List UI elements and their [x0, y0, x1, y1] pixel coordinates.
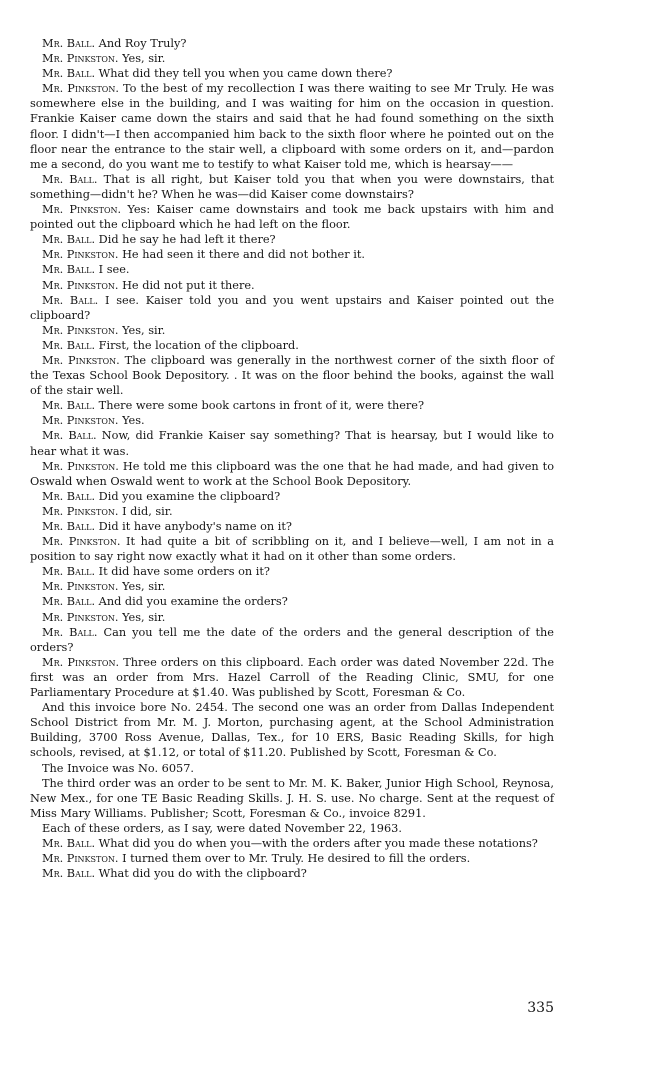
testimony-paragraph [30, 851, 554, 866]
paragraph-text: The Invoice was No. 6057. [42, 761, 195, 775]
speaker-label: Mr. Pinkston. [42, 655, 120, 669]
paragraph-text: The clipboard was generally in the northwest corner of the sixth floor of the Texas School Book Depository. . It was on the floor behind the books, against the wall of the stair well. [30, 353, 554, 398]
speaker-label: Mr. Pinkston. [42, 414, 119, 428]
paragraph-text: And this invoice bore No. 2454. The second one was an order from Dallas Independent School District from Mr. M. J. Morton, purchasing agent, at the School Administration Building, 3700 Ross Avenue, Dallas, Tex., for 10 ERS, Basic Reading Skills, for high schools, revised, at $1.12, or total of $11.20. Published by Scott, Foresman & Co. [30, 701, 554, 760]
speaker-label: Mr. Ball. [42, 233, 96, 247]
speaker-label: Mr. Ball. [42, 625, 98, 639]
testimony-paragraph [30, 459, 554, 489]
paragraph-text: Now, did Frankie Kaiser say something? That is hearsay, but I would like to hear what it was. [30, 429, 554, 458]
speaker-label: Mr. Ball. [42, 293, 99, 307]
paragraph-text: And did you examine the orders? [98, 595, 288, 609]
paragraph-text: To the best of my recollection I was there waiting to see Mr Truly. He was somewhere else in the building, and I was waiting for him on the occasion in question. Frankie Kaiser came down the stairs and said that he had found something on the sixth floor. I didn't—I then accompanied him back to the sixth floor where he pointed out on the floor near the entrance to the stair well, a clipboard with some orders on it, and—pardon me a second, do you want me to testify to what Kaiser told me, which is hearsay—— [30, 82, 555, 171]
paragraph-text: There were some book cartons in front of it, were there? [98, 399, 425, 413]
testimony-paragraph [30, 866, 554, 881]
testimony-paragraph [30, 761, 554, 776]
speaker-label: Mr. Pinkston. [42, 323, 119, 337]
testimony-paragraph [30, 51, 554, 66]
paragraph-text: Did you examine the clipboard? [98, 489, 281, 503]
speaker-label: Mr. Ball. [42, 263, 96, 277]
paragraph-text: Yes, sir. [122, 52, 166, 66]
paragraph-text: Yes, sir. [122, 323, 166, 337]
paragraph-text: Each of these orders, as I say, were dated November 22, 1963. [42, 821, 402, 835]
testimony-paragraph [30, 655, 554, 700]
paragraph-text: I did, sir. [122, 504, 173, 518]
paragraph-text: The third order was an order to be sent to Mr. M. K. Baker, Junior High School, Reynosa, New Mex., for one TE Basic Reading Skills. J. H. S. use. No charge. Sent at the request of Miss Mary Williams. Publisher; Scott, Foresman & Co., invoice 8291. [30, 776, 554, 820]
speaker-label: Mr. Ball. [42, 338, 96, 352]
speaker-label: Mr. Ball. [42, 867, 96, 881]
speaker-label: Mr. Pinkston. [42, 248, 119, 262]
paragraph-text: What did you do when you—with the orders after you made these notations? [98, 836, 538, 850]
testimony-paragraph [30, 353, 554, 398]
testimony-paragraph [30, 564, 554, 579]
testimony-paragraph [30, 821, 554, 836]
testimony-paragraph [30, 172, 554, 202]
paragraph-text: It did have some orders on it? [98, 565, 270, 579]
testimony-paragraph [30, 594, 554, 609]
testimony-paragraph [30, 202, 554, 232]
paragraph-text: Yes. [122, 414, 145, 428]
speaker-label: Mr. Pinkston. [42, 278, 119, 292]
speaker-label: Mr. Ball. [42, 399, 96, 413]
testimony-paragraph [30, 776, 554, 821]
paragraph-text: And Roy Truly? [98, 37, 187, 50]
testimony-paragraph [30, 610, 554, 625]
paragraph-text: He did not put it there. [122, 278, 255, 292]
speaker-label: Mr. Ball. [42, 37, 96, 50]
speaker-label: Mr. Ball. [42, 429, 97, 443]
paragraph-text: What did they tell you when you came down there? [98, 67, 393, 81]
speaker-label: Mr. Ball. [42, 836, 96, 850]
speaker-label: Mr. Pinkston. [42, 535, 121, 549]
testimony-paragraph [30, 338, 554, 353]
speaker-label: Mr. Pinkston. [42, 580, 119, 594]
speaker-label: Mr. Pinkston. [42, 610, 119, 624]
testimony-paragraph [30, 428, 554, 458]
speaker-label: Mr. Pinkston. [42, 82, 119, 96]
speaker-label: Mr. Pinkston. [42, 52, 119, 66]
testimony-paragraph [30, 836, 554, 851]
speaker-label: Mr. Pinkston. [42, 459, 119, 473]
paragraph-text: First, the location of the clipboard. [98, 338, 299, 352]
transcript-body [30, 36, 554, 881]
testimony-paragraph [30, 247, 554, 262]
paragraph-text: Yes, sir. [122, 580, 166, 594]
speaker-label: Mr. Pinkston. [42, 852, 119, 866]
speaker-label: Mr. Ball. [42, 172, 98, 186]
paragraph-text: Yes, sir. [122, 610, 166, 624]
testimony-paragraph [30, 489, 554, 504]
page-number: 335 [527, 1000, 554, 1016]
testimony-paragraph [30, 700, 554, 760]
paragraph-text: Yes: Kaiser came downstairs and took me back upstairs with him and pointed out the clipboard which he had left on the floor. [30, 203, 554, 232]
testimony-paragraph [30, 579, 554, 594]
paragraph-text: I turned them over to Mr. Truly. He desired to fill the orders. [122, 852, 471, 866]
paragraph-text: Three orders on this clipboard. Each order was dated November 22d. The first was an order from Mrs. Hazel Carroll of the Reading Clinic, SMU, for one Parliamentary Procedure at $1.40. Was published by Scott, Foresman & Co. [30, 655, 555, 700]
paragraph-text: He had seen it there and did not bother it. [122, 248, 365, 262]
paragraph-text: Did he say he had left it there? [98, 233, 276, 247]
paragraph-text: It had quite a bit of scribbling on it, and I believe—well, I am not in a position to say right now exactly what it had on it other than some orders. [30, 535, 554, 564]
testimony-paragraph [30, 66, 554, 81]
testimony-paragraph [30, 398, 554, 413]
speaker-label: Mr. Ball. [42, 595, 96, 609]
paragraph-text: Did it have anybody's name on it? [98, 520, 292, 533]
speaker-label: Mr. Ball. [42, 565, 96, 579]
speaker-label: Mr. Pinkston. [42, 203, 122, 217]
paragraph-text: What did you do with the clipboard? [98, 867, 307, 881]
speaker-label: Mr. Pinkston. [42, 353, 120, 367]
paragraph-text: He told me this clipboard was the one that he had made, and had given to Oswald when Oswald went to work at the School Book Depository. [30, 459, 555, 488]
testimony-paragraph [30, 534, 554, 564]
testimony-paragraph [30, 293, 554, 323]
testimony-paragraph [30, 278, 554, 293]
testimony-paragraph [30, 262, 554, 277]
testimony-paragraph [30, 323, 554, 338]
speaker-label: Mr. Ball. [42, 67, 96, 81]
speaker-label: Mr. Ball. [42, 520, 96, 533]
testimony-paragraph [30, 519, 554, 534]
paragraph-text: I see. [98, 263, 130, 277]
paragraph-text: Can you tell me the date of the orders and the general description of the orders? [30, 625, 554, 654]
testimony-paragraph [30, 232, 554, 247]
speaker-label: Mr. Ball. [42, 489, 96, 503]
paragraph-text: I see. Kaiser told you and you went upstairs and Kaiser pointed out the clipboard? [30, 293, 555, 322]
testimony-paragraph [30, 504, 554, 519]
testimony-paragraph [30, 413, 554, 428]
paragraph-text: That is all right, but Kaiser told you that when you were downstairs, that something—didn't he? When he was—did Kaiser come downstairs? [30, 172, 555, 201]
testimony-paragraph [30, 36, 554, 51]
testimony-paragraph [30, 81, 554, 172]
testimony-paragraph [30, 625, 554, 655]
speaker-label: Mr. Pinkston. [42, 504, 119, 518]
